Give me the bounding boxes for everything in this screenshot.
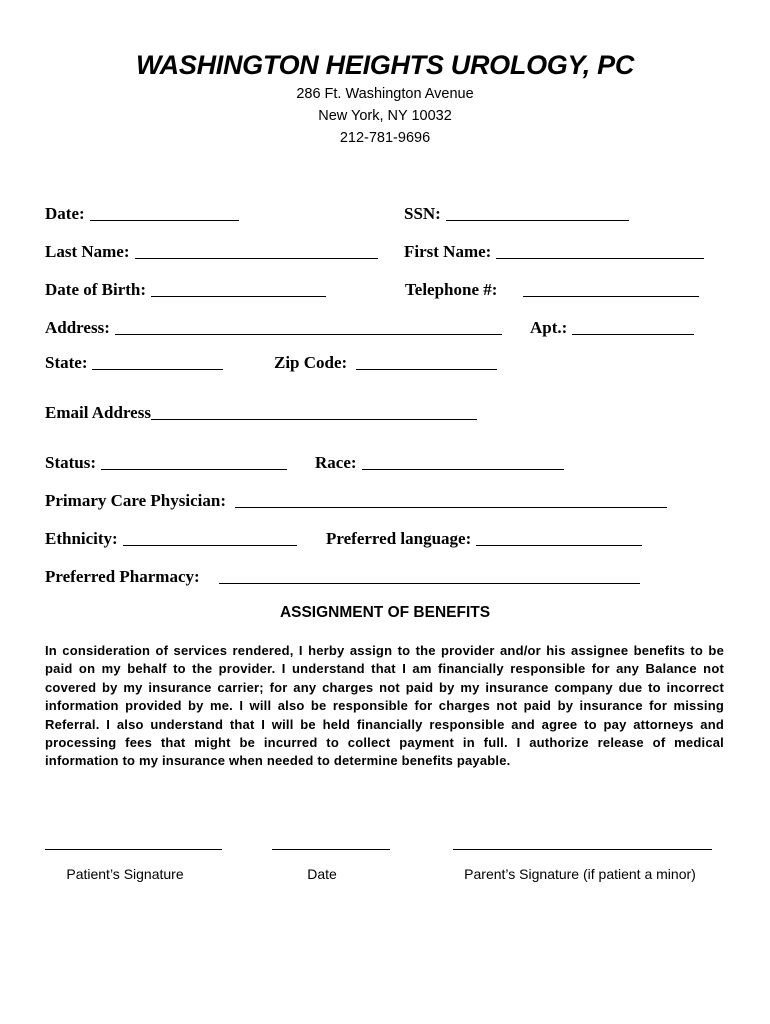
zip-line[interactable]: [356, 354, 497, 370]
first-name-line[interactable]: [496, 243, 704, 259]
patient-signature-label: Patient’s Signature: [66, 866, 184, 882]
date-signature-line[interactable]: [272, 848, 390, 850]
last-name-field: [45, 240, 378, 262]
patient-signature-line[interactable]: [45, 848, 222, 850]
parent-signature-label: Parent’s Signature (if patient a minor): [464, 866, 696, 882]
language-label: Preferred language:: [326, 529, 472, 548]
phone-number: 212-781-9696: [339, 130, 431, 146]
email-line[interactable]: [151, 404, 477, 420]
apt-label: Apt.:: [530, 318, 568, 337]
last-name-line[interactable]: [135, 243, 378, 259]
apt-line[interactable]: [572, 319, 694, 335]
date-field: [45, 202, 239, 224]
date-line[interactable]: [90, 205, 239, 221]
first-name-label: First Name:: [404, 242, 492, 261]
pcp-line[interactable]: [235, 492, 667, 508]
language-field: [326, 527, 642, 549]
race-field: [315, 451, 564, 473]
state-line[interactable]: [92, 354, 223, 370]
ethnicity-label: Ethnicity:: [45, 529, 118, 548]
status-field: [45, 451, 287, 473]
email-label: Email Address: [45, 403, 151, 422]
address-label: Address:: [45, 318, 110, 337]
status-line[interactable]: [101, 454, 287, 470]
pcp-field: [45, 489, 667, 511]
email-field: [45, 401, 477, 423]
race-line[interactable]: [362, 454, 564, 470]
dob-field: [45, 278, 326, 300]
ssn-line[interactable]: [446, 205, 629, 221]
last-name-label: Last Name:: [45, 242, 130, 261]
ethnicity-line[interactable]: [123, 530, 297, 546]
telephone-field: [405, 278, 699, 300]
pharmacy-label: Preferred Pharmacy:: [45, 567, 200, 586]
race-label: Race:: [315, 453, 357, 472]
pharmacy-field: [45, 565, 640, 587]
state-field: [45, 351, 223, 373]
parent-signature-line[interactable]: [453, 848, 712, 850]
language-line[interactable]: [476, 530, 642, 546]
address-field: [45, 316, 502, 338]
ethnicity-field: [45, 527, 297, 549]
state-label: State:: [45, 353, 88, 372]
dob-label: Date of Birth:: [45, 280, 147, 299]
practice-name: WASHINGTON HEIGHTS UROLOGY, PC: [135, 50, 635, 80]
first-name-field: [404, 240, 704, 262]
dob-line[interactable]: [151, 281, 326, 297]
date-signature-label: Date: [307, 866, 337, 882]
assignment-text: In consideration of services rendered, I herby assign to the provider and/or his assignee benefits to be paid on my behalf to the provider. I understand that I am financially responsible for any Balance not covered by my insurance carrier; for any charges not paid by my insurance company due to incorrect information provided by me. I will also be responsible for charges not paid by insurance for missing Referral. I also understand that I will be held financially responsible and agree to pay attorneys and processing fees that might be incurred to collect payment in full. I authorize release of medical information to my insurance when needed to determine benefits payable.: [45, 643, 724, 769]
assignment-heading: ASSIGNMENT OF BENEFITS: [279, 604, 491, 621]
address-line-1: 286 Ft. Washington Avenue: [296, 86, 474, 102]
zip-field: [274, 351, 497, 373]
zip-label: Zip Code:: [274, 353, 348, 372]
telephone-label: Telephone #:: [405, 280, 498, 299]
address-line[interactable]: [115, 319, 502, 335]
ssn-label: SSN:: [404, 204, 441, 223]
apt-field: [530, 316, 694, 338]
telephone-line[interactable]: [523, 281, 699, 297]
status-label: Status:: [45, 453, 97, 472]
address-line-2: New York, NY 10032: [318, 108, 452, 124]
date-label: Date:: [45, 204, 85, 223]
pharmacy-line[interactable]: [219, 568, 640, 584]
pcp-label: Primary Care Physician:: [45, 491, 226, 510]
ssn-field: [404, 202, 629, 224]
